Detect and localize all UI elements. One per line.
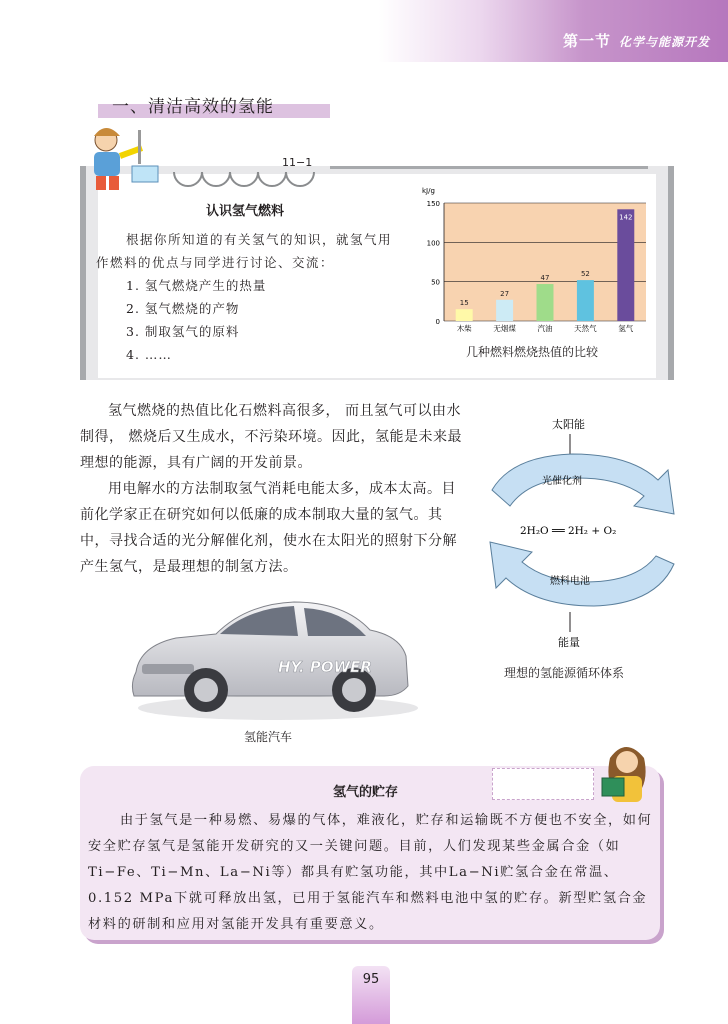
list-item: 3. 制取氢气的原料 xyxy=(126,324,240,339)
x-tick-label: 汽油 xyxy=(537,324,553,333)
fuel-heat-chart xyxy=(410,183,660,343)
activity-list xyxy=(126,274,266,366)
reading-girl-illustration xyxy=(596,740,658,804)
cycle-catalyst-label: 光催化剂 xyxy=(542,476,582,487)
y-tick-label: 150 xyxy=(426,200,440,208)
cycle-caption: 理想的氢能源循环体系 xyxy=(504,666,625,680)
storage-text: 由于氢气是一种易燃、易爆的气体，难液化，贮存和运输既不方便也不安全，如何安全贮存氢气是氢能开发研究的又一关键问题。目前，人们发现某些金属合金（如Ti−Fe、Ti−Mn、La−Ni等）都具有贮氢功能，其中La−Ni贮氢合金在常温、0.152 MPa下就可释放出氢，已用于氢能汽车和燃料电池中氢的贮存。新型贮氢合金材料的研制和应用对氢能开发具有重要意义。 xyxy=(88,813,653,932)
cycle-energy-label: 能量 xyxy=(558,636,580,649)
bar-2 xyxy=(496,300,513,321)
paragraph-2: 用电解水的方法制取氢气消耗电能太多，成本太高。目前化学家正在研究如何以低廉的成本制取大量的氢气。其中，寻找合适的光分解催化剂，使水在太阳光的照射下分解产生氢气，是最理想的制氢方法。 xyxy=(80,481,457,575)
cycle-sun-label: 太阳能 xyxy=(552,418,585,431)
bar-value-label: 52 xyxy=(580,270,590,279)
activity-title: 认识氢气燃料 xyxy=(206,204,285,219)
cycle-equation: 2H₂O ══ 2H₂ + O₂ xyxy=(520,525,617,537)
bar-value-label: 142 xyxy=(619,213,633,222)
list-item: 4. …… xyxy=(126,347,172,362)
hydrogen-cycle-diagram xyxy=(484,414,680,664)
paragraph-1: 氢气燃烧的热值比化石燃料高很多， 而且氢气可以由水制得， 燃烧后又生成水，不污染环境。因此，氢能是未来最理想的能源，具有广阔的开发前景。 xyxy=(80,403,462,471)
section-subtitle: 化学与能源开发 xyxy=(618,35,710,49)
y-axis-label: kJ/g xyxy=(422,187,435,195)
bar-5 xyxy=(617,209,634,321)
chapter-header xyxy=(563,30,710,51)
storage-tag-decoration xyxy=(492,768,594,800)
list-item: 1. 氢气燃烧产生的热量 xyxy=(126,278,267,293)
x-tick-label: 氢气 xyxy=(618,324,634,333)
bar-4 xyxy=(577,280,594,321)
x-tick-label: 无烟煤 xyxy=(493,324,516,333)
list-item: 2. 氢气燃烧的产物 xyxy=(126,301,240,316)
bar-value-label: 47 xyxy=(540,274,550,283)
bar-value-label: 15 xyxy=(459,299,469,308)
y-tick-label: 100 xyxy=(426,239,440,248)
chart-caption: 几种燃料燃烧热值的比较 xyxy=(466,345,599,359)
x-tick-label: 天然气 xyxy=(574,324,597,333)
section-title: 一、清洁高效的氢能 xyxy=(112,97,274,117)
y-tick-label: 50 xyxy=(431,278,440,287)
page-number: 95 xyxy=(352,966,390,1024)
cycle-fuel-cell-label: 燃料电池 xyxy=(550,576,590,587)
hydrogen-car-image xyxy=(128,586,418,724)
bar-1 xyxy=(456,309,473,321)
car-decal: HY. POWER xyxy=(278,658,372,676)
bar-value-label: 27 xyxy=(500,289,510,298)
y-tick-label: 0 xyxy=(435,318,440,326)
activity-top-line xyxy=(330,166,648,169)
student-experiment-illustration xyxy=(82,126,168,192)
bar-3 xyxy=(537,284,554,321)
section-label: 第一节 xyxy=(562,32,611,50)
activity-number: 11−1 xyxy=(282,156,313,169)
storage-title: 氢气的贮存 xyxy=(333,785,399,800)
x-tick-label: 木柴 xyxy=(456,324,472,333)
activity-intro: 根据你所知道的有关氢气的知识，就氢气用作燃料的优点与同学进行讨论、交流： xyxy=(96,232,393,270)
car-caption: 氢能汽车 xyxy=(244,730,293,744)
